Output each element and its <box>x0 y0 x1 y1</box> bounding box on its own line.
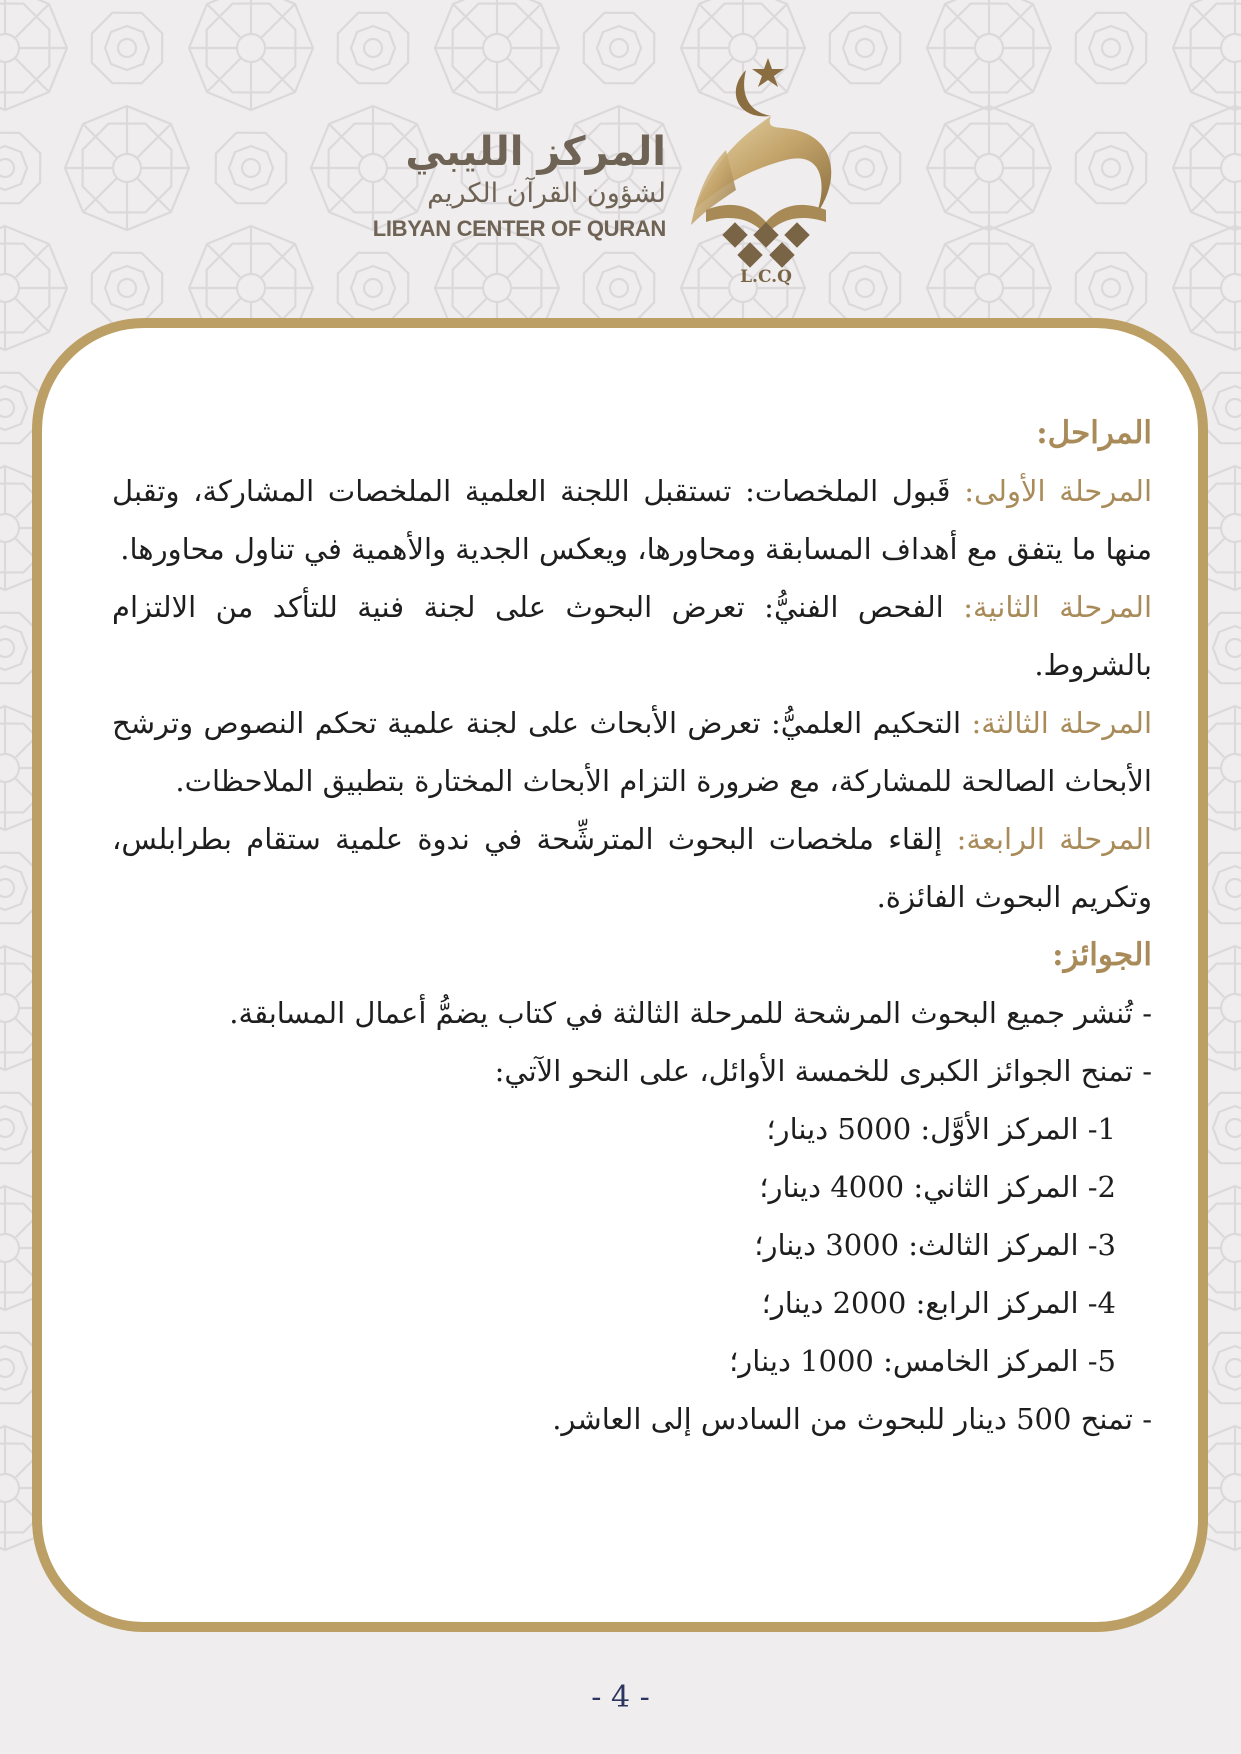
stage-label: المرحلة الثالثة: <box>971 706 1153 740</box>
prize-list-item: 4- المركز الرابع: 2000 دينار؛ <box>761 1286 1116 1320</box>
prizes-heading: الجوائز: <box>1052 937 1152 973</box>
stage-text: قَبول الملخصات: تستقبل اللجنة العلمية الملخصات المشاركة، وتقبل منها ما يتفق مع أهداف المسابقة ومحاورها، ويعكس الجدية والأهمية في تناول محاورها. <box>112 474 1152 566</box>
page-number: - 4 - <box>591 1680 650 1715</box>
stage-item <box>112 694 1152 810</box>
stage-label: المرحلة الثانية: <box>963 590 1153 624</box>
prize-list-item: 1- المركز الأوَّل: 5000 دينار؛ <box>766 1112 1116 1146</box>
logo-wordmark <box>373 128 666 246</box>
crescent-star-book-emblem-icon <box>676 50 856 290</box>
prizes-publish-note: - تُنشر جميع البحوث المرشحة للمرحلة الثالثة في كتاب يضمُّ أعمال المسابقة. <box>229 996 1152 1030</box>
stage-item <box>112 578 1152 694</box>
stage-text: الفحص الفنيُّ: تعرض البحوث على لجنة فنية للتأكد من الالتزام بالشروط. <box>112 590 1152 682</box>
stage-item <box>112 462 1152 578</box>
stages-heading: المراحل: <box>1036 415 1152 451</box>
logo-english-name: LIBYAN CENTER OF QURAN <box>372 216 666 241</box>
prize-list-item: 5- المركز الخامس: 1000 دينار؛ <box>729 1344 1116 1378</box>
logo-subtitle: لشؤون القرآن الكريم <box>427 178 666 209</box>
star-icon <box>752 58 784 87</box>
prizes-rest-note: - تمنح 500 دينار للبحوث من السادس إلى العاشر. <box>552 1402 1152 1436</box>
main-content <box>112 404 1152 1448</box>
prize-list-item: 2- المركز الثاني: 4000 دينار؛ <box>759 1170 1116 1204</box>
logo-abbreviation: L.C.Q <box>740 267 792 287</box>
logo-title: المركز الليبي <box>405 129 666 175</box>
stage-label: المرحلة الرابعة: <box>956 822 1152 856</box>
stage-label: المرحلة الأولى: <box>964 474 1153 508</box>
prizes-grand-intro: - تمنح الجوائز الكبرى للخمسة الأوائل، على النحو الآتي: <box>494 1054 1152 1088</box>
page-header <box>0 0 1241 300</box>
prize-list-item: 3- المركز الثالث: 3000 دينار؛ <box>754 1228 1116 1262</box>
stage-text: التحكيم العلميُّ: تعرض الأبحاث على لجنة علمية تحكم النصوص وترشح الأبحاث الصالحة للمشاركة، مع ضرورة التزام الأبحاث المختارة بتطبيق الملاحظات. <box>112 706 1152 798</box>
stage-text: إلقاء ملخصات البحوث المترشِّحة في ندوة علمية ستقام بطرابلس، وتكريم البحوث الفائزة. <box>112 822 1152 914</box>
stage-item <box>112 810 1152 926</box>
prize-list <box>112 1100 1152 1390</box>
